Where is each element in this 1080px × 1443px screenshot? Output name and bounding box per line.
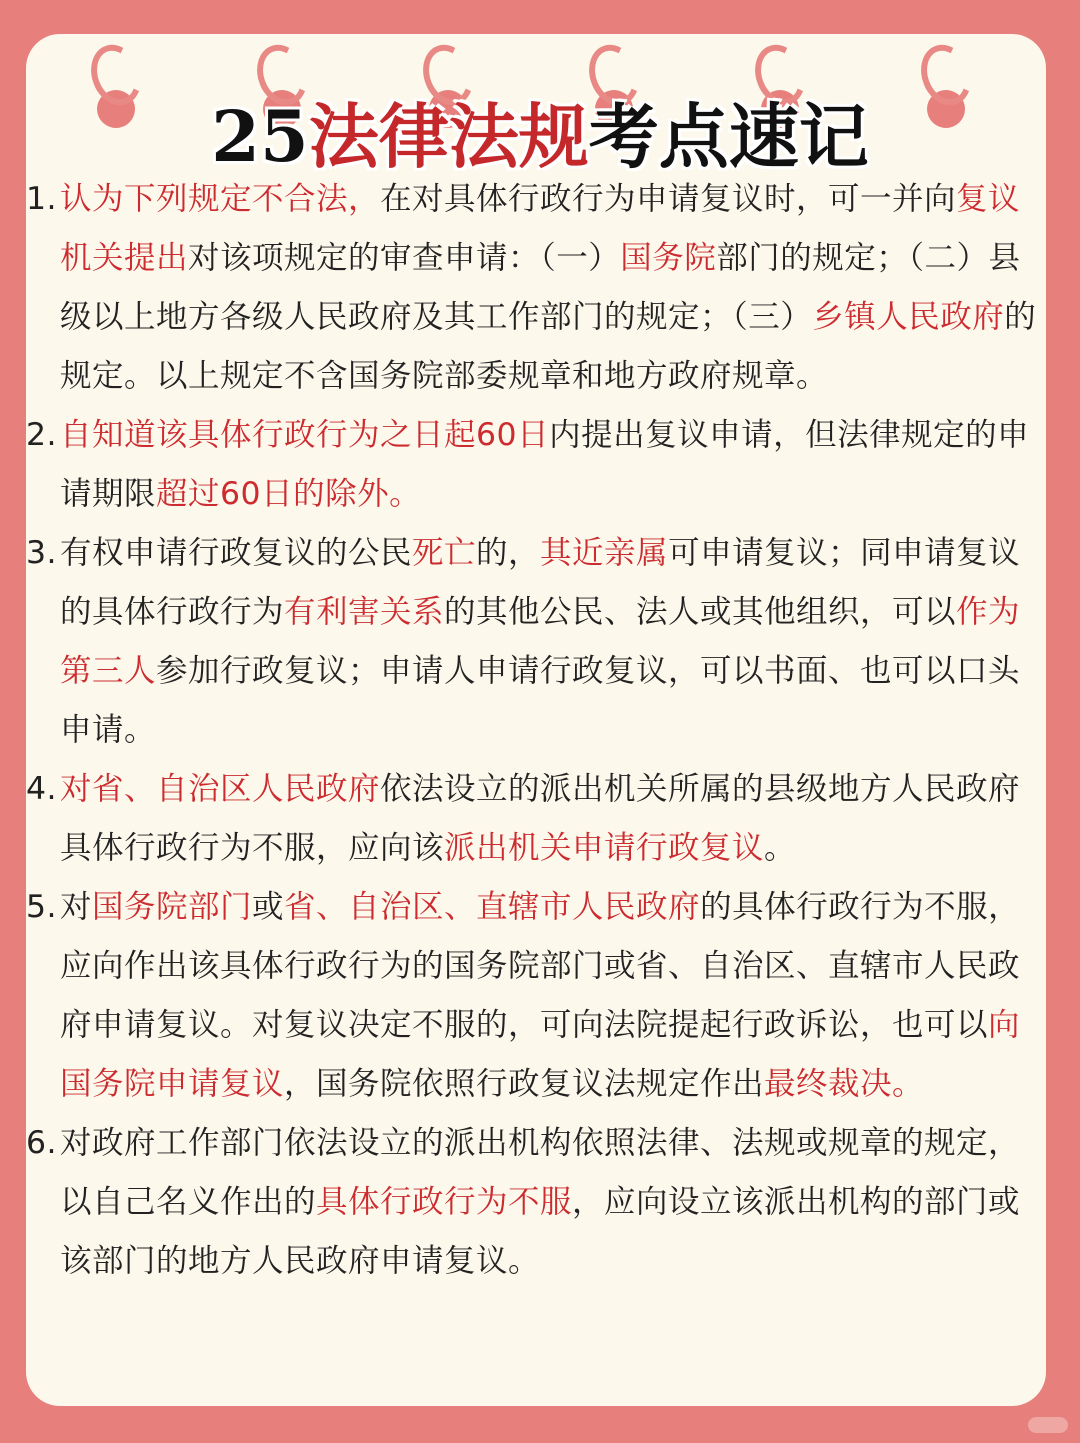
title-suffix: 考点速记 xyxy=(588,95,869,178)
highlight-text: 作为第三人 xyxy=(60,594,1021,689)
list-item xyxy=(26,1114,1042,1291)
body-text: 对该项规定的审查申请：（一） xyxy=(188,240,621,276)
list-item xyxy=(26,170,1042,406)
highlight-text: 省、自治区、直辖市人民政府 xyxy=(284,889,701,925)
list-item xyxy=(26,878,1042,1114)
item-number: 3. xyxy=(26,535,58,571)
highlight-text: 复议机关提出 xyxy=(60,181,1021,276)
list-item xyxy=(26,524,1042,760)
highlight-text: 国务院 xyxy=(620,240,717,276)
highlight-text: 其近亲属 xyxy=(540,535,669,571)
body-text: 部门的规定；（二）县级以上地方各级人民政府及其工作部门的规定；（三） xyxy=(60,240,1021,335)
highlight-text: 国务院部门 xyxy=(92,889,253,925)
highlight-text: 具体行政行为不服 xyxy=(316,1184,573,1220)
highlight-text: 认为下列规定不合法， xyxy=(60,181,381,217)
highlight-text: 乡镇人民政府 xyxy=(812,299,1005,335)
highlight-text: 最终裁决。 xyxy=(764,1066,925,1102)
body-text: 内提出复议申请，但法律规定的申请期限 xyxy=(60,417,1030,512)
body-text: 或 xyxy=(252,889,285,925)
title-prefix: 25 xyxy=(211,95,309,178)
highlight-text: 自知道该具体行政行为之日起60日 xyxy=(60,417,550,453)
notes-list xyxy=(26,170,1042,1291)
body-text: 参加行政复议；申请人申请行政复议，可以书面、也可以口头申请。 xyxy=(60,653,1021,748)
item-number: 6. xyxy=(26,1125,58,1161)
body-text: 的规定。以上规定不含国务院部委规章和地方政府规章。 xyxy=(60,299,1037,394)
body-text: 的， xyxy=(476,535,541,571)
highlight-text: 死亡 xyxy=(412,535,477,571)
highlight-text: 有利害关系 xyxy=(284,594,445,630)
body-text: 对 xyxy=(60,889,93,925)
title-highlight: 法律法规 xyxy=(308,95,589,178)
page-title xyxy=(0,92,1080,182)
body-text: 在对具体行政行为申请复议时，可一并向 xyxy=(380,181,957,217)
body-text: 依法设立的派出机关所属的县级地方人民政府具体行政行为不服，应向该 xyxy=(60,771,1021,866)
body-text: 可申请复议；同申请复议的具体行政行为 xyxy=(60,535,1021,630)
highlight-text: 向国务院申请复议 xyxy=(60,1007,1021,1102)
item-number: 4. xyxy=(26,771,58,807)
highlight-text: 超过60日的除外。 xyxy=(156,476,422,512)
item-number: 2. xyxy=(26,417,58,453)
body-text: 对政府工作部门依法设立的派出机构依照法律、法规或规章的规定，以自己名义作出的 xyxy=(60,1125,1021,1220)
body-text: ，应向设立该派出机构的部门或该部门的地方人民政府申请复议。 xyxy=(60,1184,1021,1279)
body-text: 。 xyxy=(764,830,797,866)
body-text: 的其他公民、法人或其他组织，可以 xyxy=(444,594,957,630)
highlight-text: 派出机关申请行政复议 xyxy=(444,830,765,866)
list-item xyxy=(26,760,1042,878)
body-text: 的具体行政行为不服，应向作出该具体行政行为的国务院部门或省、自治区、直辖市人民政府申请复议。对复议决定不服的，可向法院提起行政诉讼，也可以 xyxy=(60,889,1021,1043)
list-item xyxy=(26,406,1042,524)
highlight-text: 对省、自治区人民政府 xyxy=(60,771,381,807)
item-number: 5. xyxy=(26,889,58,925)
watermark-badge xyxy=(1028,1417,1068,1433)
body-text: ，国务院依照行政复议法规定作出 xyxy=(284,1066,765,1102)
item-number: 1. xyxy=(26,181,58,217)
body-text: 有权申请行政复议的公民 xyxy=(60,535,413,571)
